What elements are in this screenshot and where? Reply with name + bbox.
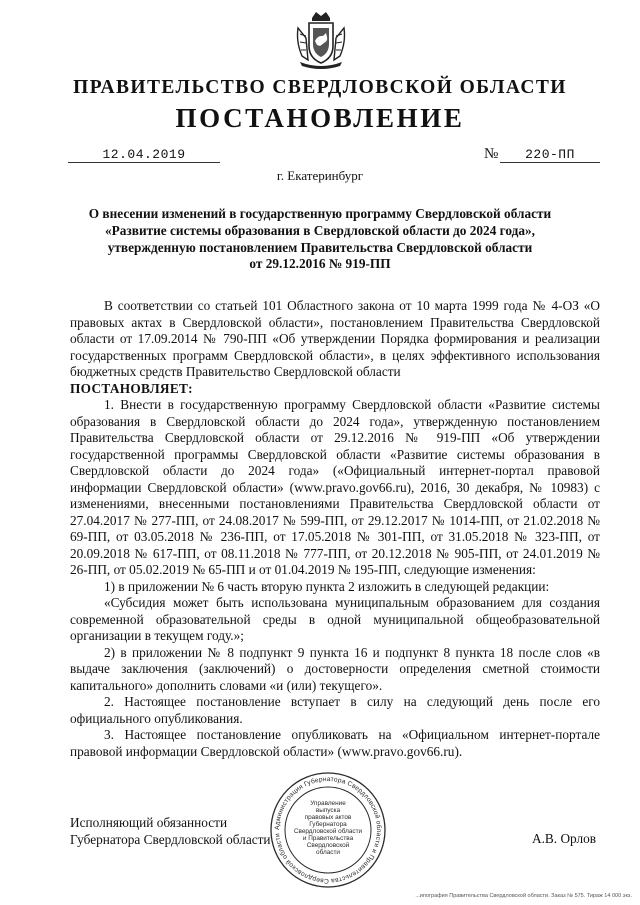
stamp-inner-line: Управление (310, 800, 346, 807)
subject-line: «Развитие системы образования в Свердловской области до 2024 года», (105, 222, 535, 238)
signatory-position (70, 815, 271, 848)
signatory-position-line: Губернатора Свердловской области (70, 831, 271, 847)
item-1-paragraph: 1. Внести в государственную программу Свердловской области «Развитие системы образования в Свердловской области до 2024 года», утвержденную постановлением Правительства Свердловской области от 29.12.2016 № 919-ПП «Об утверждении государственной программы Свердловской области «Развитие системы образования в Свердловской области до 2024 года» («Официальный интернет-портал правовой информации Свердловской области» (www.pravo.gov66.ru), 2016, 30 декабря, № 10983) с изменениями, внесенными постановлениями Правительства Свердловской области от 27.04.2017 № 277-ПП, от 24.08.2017 № 599-ПП, от 29.12.2017 № 1014-ПП, от 21.02.2018 № 69-ПП, от 03.05.2018 № 236-ПП, от 17.05.2018 № 301-ПП, от 31.05.2018 № 323-ПП, от 20.09.2018 № 617-ПП, от 08.11.2018 № 777-ПП, от 20.12.2018 № 905-ПП, от 24.01.2019 № 26-ПП, от 05.02.2019 № 65-ПП и от 01.04.2019 № 195-ПП, следующие изменения: (70, 397, 600, 577)
preamble-paragraph: В соответствии со статьей 101 Областного закона от 10 марта 1999 года № 4-ОЗ «О правовых актах в Свердловской области», постановлением Правительства Свердловской области от 17.09.2014 № 790-ПП «Об утверждении Порядка формирования и реализации государственных программ Свердловской области», в целях эффективного использования бюджетных средств Правительство Свердловской области (70, 298, 600, 379)
resolves-heading: ПОСТАНОВЛЯЕТ: (70, 380, 193, 396)
document-type-title: ПОСТАНОВЛЕНИЕ (175, 103, 465, 133)
official-stamp (268, 770, 388, 890)
stamp-inner-line: Губернатора (309, 821, 347, 828)
document-date: 12.04.2019 (68, 147, 220, 163)
stamp-inner-line: Свердловской области (293, 828, 363, 835)
print-note: ...ипография Правительства Свердловской области. Заказ № 575. Тираж 14 000 экз. (415, 893, 632, 899)
signatory-name: А.В. Орлов (532, 831, 597, 846)
stamp-ring-text: Администрация Губернатора Свердловской области и Правительства Свердловской области (273, 775, 383, 885)
number-sign: № (484, 146, 499, 162)
stamp-inner-line: Свердловской (306, 842, 350, 849)
item-1-1-quote-paragraph: «Субсидия может быть использована муниципальным образованием для создания современной образовательной среды в одной муниципальной общеобразовательной организации в текущем году.»; (70, 595, 600, 643)
item-1-2-paragraph: 2) в приложении № 8 подпункт 9 пункта 16 и подпункт 8 пункта 18 после слов «в выдаче заключения (заключений) о достоверности определения сметной стоимости капитального» дополнить словами «и (или) текущего». (70, 644, 600, 693)
stamp-inner-line: правовых актов (304, 814, 352, 821)
item-1-1-paragraph: 1) в приложении № 6 часть вторую пункта 2 изложить в следующей редакции: (104, 578, 550, 594)
subject-line: утвержденную постановлением Правительства Свердловской области (107, 239, 533, 255)
stamp-inner-line: области (316, 849, 340, 856)
item-2-paragraph: 2. Настоящее постановление вступает в силу на следующий день после его официального опубликования. (70, 694, 600, 726)
signatory-position-line: Исполняющий обязанности (70, 815, 228, 830)
subject-line: от 29.12.2016 № 919-ПП (249, 256, 391, 272)
document-number: 220-ПП (500, 147, 600, 163)
coat-of-arms-emblem (294, 8, 348, 70)
stamp-inner-line: выпуска (315, 807, 341, 814)
document-body (70, 298, 600, 760)
subject-line: О внесении изменений в государственную программу Свердловской области (88, 206, 552, 221)
city-label: г. Екатеринбург (276, 168, 364, 183)
document-subject (70, 206, 570, 273)
item-3-paragraph: 3. Настоящее постановление опубликовать на «Официальном интернет-портале правовой информации Свердловской области» (www.pravo.gov66.ru). (70, 727, 600, 759)
government-title: ПРАВИТЕЛЬСТВО СВЕРДЛОВСКОЙ ОБЛАСТИ (73, 77, 567, 98)
stamp-inner-line: и Правительства (302, 835, 354, 842)
